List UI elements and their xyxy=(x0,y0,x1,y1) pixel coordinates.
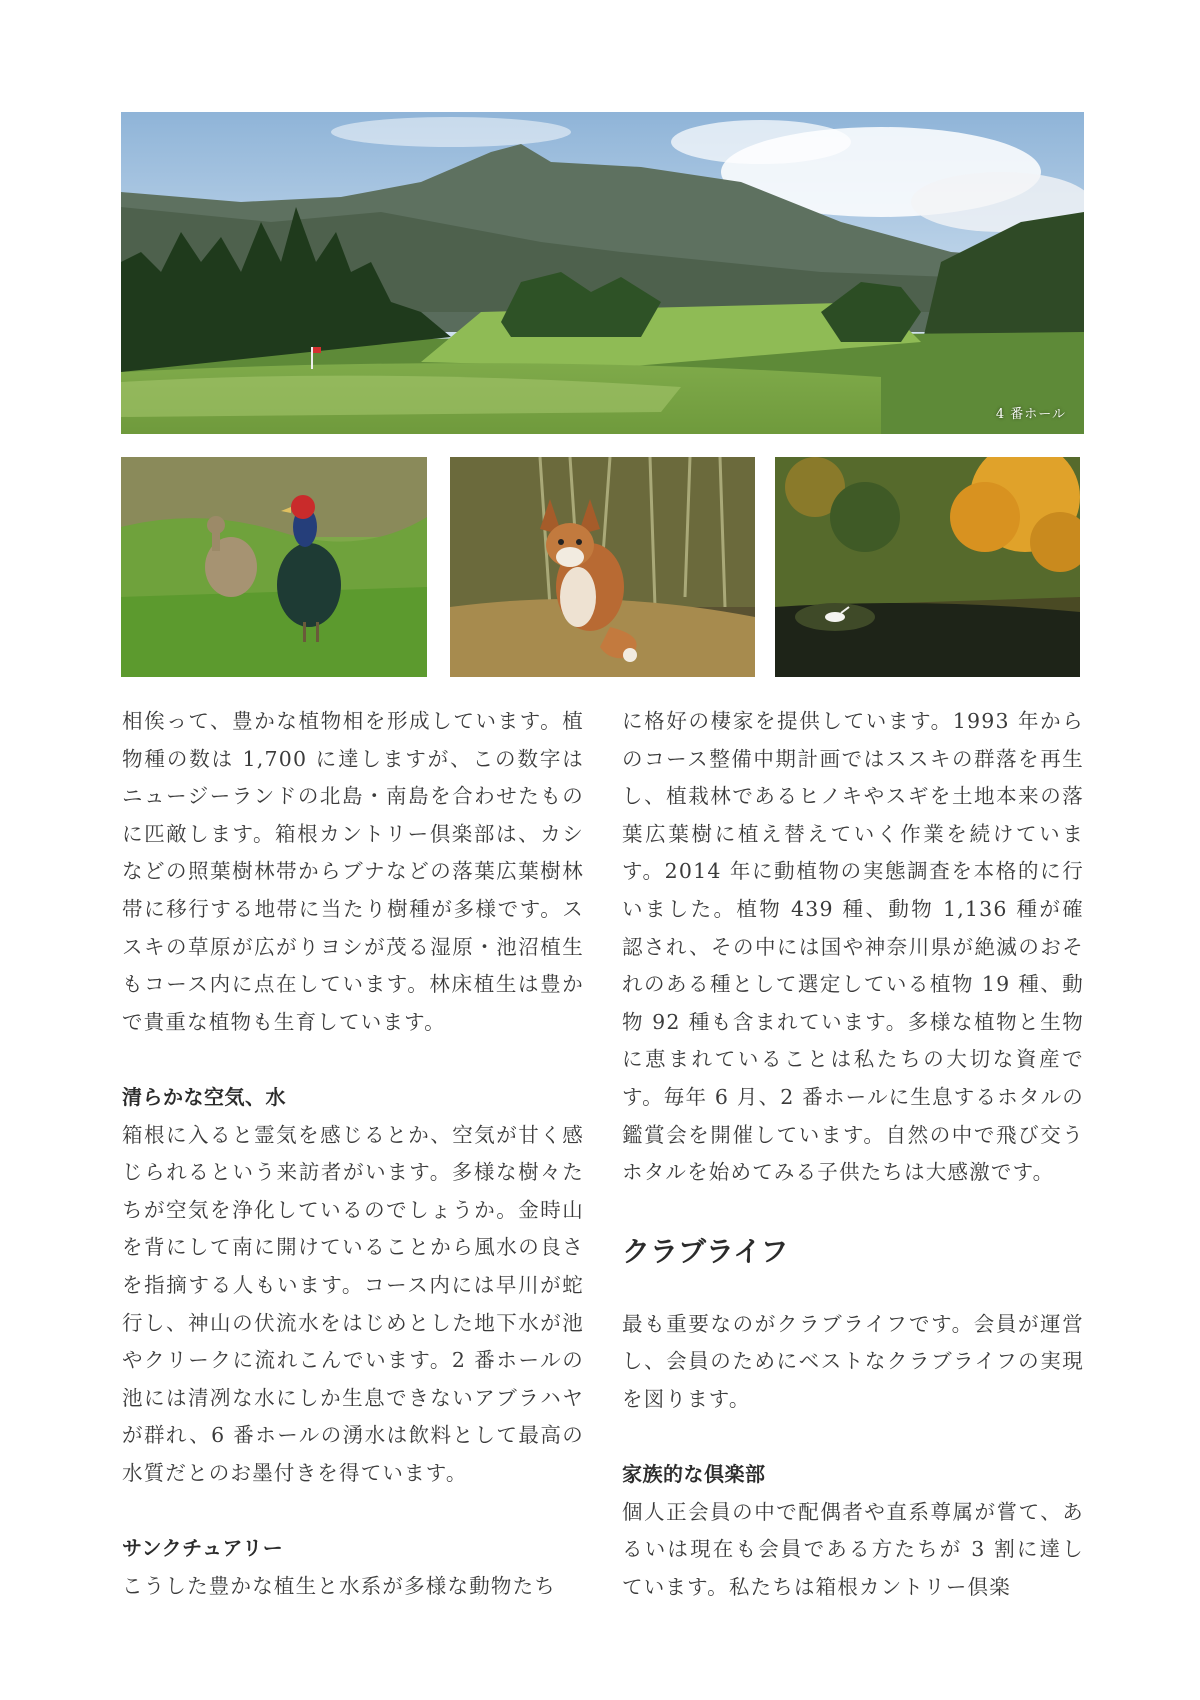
hero-caption: 4 番ホール xyxy=(995,407,1066,422)
pheasant-photo xyxy=(121,457,427,677)
pheasant-photo-icon xyxy=(121,457,427,677)
hero-photo-golf-course xyxy=(121,112,1084,434)
mountain-landscape-icon xyxy=(121,112,1084,434)
left-text-column xyxy=(122,703,584,1605)
family-club-paragraph: 個人正会員の中で配偶者や直系尊属が嘗て、あるいは現在も会員である方たちが 3 割に達しています。私たちは箱根カントリー倶楽 xyxy=(622,1499,1084,1599)
clean-air-water-paragraph: 箱根に入ると霊気を感じるとか、空気が甘く感じられるという来訪者がいます。多様な樹々たちが空気を浄化しているのでしょうか。金時山を背にして南に開けていることから風水の良さを指摘する人もいます。コース内には早川が蛇行し、神山の伏流水をはじめとした地下水が池やクリークに流れこんでいます。2 番ホールの池には清冽な水にしか生息できないアブラハヤが群れ、6 番ホールの湧水は飲料として最高の水質だとのお墨付きを得ています。 xyxy=(122,1122,584,1485)
chapter-heading-club-life: クラブライフ xyxy=(622,1234,789,1268)
sanctuary-paragraph-start: こうした豊かな植生と水系が多様な動物たち xyxy=(122,1573,556,1598)
fox-photo-icon xyxy=(450,457,755,677)
pond-egret-photo-icon xyxy=(775,457,1080,677)
pond-egret-photo xyxy=(775,457,1080,677)
fox-photo xyxy=(450,457,755,677)
section-heading-family-club: 家族的な倶楽部 xyxy=(622,1462,766,1487)
club-life-intro-paragraph: 最も重要なのがクラブライフです。会員が運営し、会員のためにベストなクラブライフの実現を図ります。 xyxy=(622,1311,1084,1411)
section-heading-sanctuary: サンクチュアリー xyxy=(122,1536,284,1561)
section-heading-clean-air-water: 清らかな空気、水 xyxy=(122,1084,286,1109)
right-text-column xyxy=(622,703,1084,1606)
intro-paragraph: 相俟って、豊かな植物相を形成しています。植物種の数は 1,700 に達しますが、この数字はニュージーランドの北島・南島を合わせたものに匹敵します。箱根カントリー倶楽部は、カシなどの照葉樹林帯からブナなどの落葉広葉樹林帯に移行する地帯に当たり樹種が多様です。ススキの草原が広がりヨシが茂る湿原・池沼植生もコース内に点在しています。林床植生は豊かで貴重な植物も生育しています。 xyxy=(122,709,584,1034)
sanctuary-paragraph-continued: に格好の棲家を提供しています。1993 年からのコース整備中期計画ではススキの群落を再生し、植栽林であるヒノキやスギを土地本来の落葉広葉樹に植え替えていく作業を続けています。2014 年に動植物の実態調査を本格的に行いました。植物 439 種、動物 1,136 種が確認され、その中には国や神奈川県が絶滅のおそれのある種として選定している植物 19 種、動物 92 種も含まれています。多様な植物と生物に恵まれていることは私たちの大切な資産です。毎年 6 月、2 番ホールに生息するホタルの鑑賞会を開催しています。自然の中で飛び交うホタルを始めてみる子供たちは大感激です。 xyxy=(622,709,1084,1185)
